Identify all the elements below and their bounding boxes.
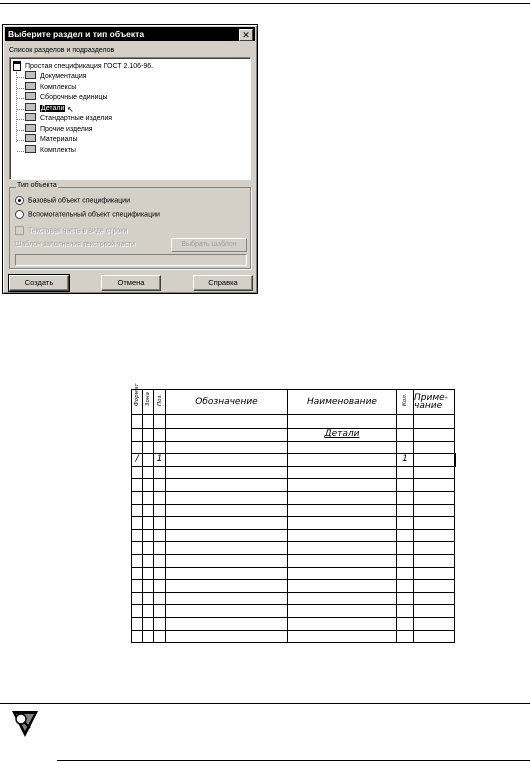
tree-root[interactable]	[13, 61, 153, 71]
tree-item-kits[interactable]: Комплекты	[17, 146, 112, 157]
folder-icon	[25, 71, 36, 79]
sections-tree[interactable]	[9, 57, 251, 180]
entry-zone[interactable]	[143, 454, 154, 467]
table-row	[132, 415, 455, 429]
header-zone: Зона	[143, 390, 154, 415]
specification-table	[131, 383, 455, 643]
table-row	[132, 592, 455, 605]
section-list-label: Список разделов и подразделов	[9, 47, 115, 54]
tree-root-label: Простая спецификация ГОСТ 2.106-96.	[25, 62, 154, 70]
tree-item-complexes[interactable]: Комплексы	[17, 83, 112, 94]
folder-icon	[25, 134, 36, 142]
text-line-checkbox[interactable]	[15, 226, 127, 235]
dialog-title-bar[interactable]	[5, 27, 255, 41]
table-row	[132, 567, 455, 580]
mouse-cursor-icon: ↖	[67, 104, 74, 114]
folder-icon	[25, 113, 36, 121]
entry-format[interactable]: /	[132, 454, 143, 467]
radio-aux-object[interactable]	[15, 210, 160, 219]
folder-open-icon	[25, 103, 36, 111]
header-designation: Обозначение	[166, 390, 288, 415]
table-row	[132, 479, 455, 492]
table-row	[132, 517, 455, 530]
table-row	[132, 580, 455, 593]
table-row-section	[132, 429, 455, 442]
object-type-title: Тип объекта	[17, 182, 57, 189]
table-row	[132, 605, 455, 618]
bottom-rule	[0, 703, 530, 704]
entry-pos[interactable]: 1	[154, 454, 166, 467]
radio-base-object[interactable]	[15, 196, 130, 205]
radio-button-checked[interactable]	[15, 196, 24, 205]
text-line-label: Текстовая часть в виде строки	[28, 227, 128, 235]
radio-base-label: Базовый объект спецификации	[28, 197, 130, 205]
table-row	[132, 554, 455, 567]
folder-icon	[25, 124, 36, 132]
folder-icon	[25, 82, 36, 90]
radio-aux-label: Вспомогательный объект спецификации	[28, 211, 160, 219]
table-row	[132, 491, 455, 504]
table-row	[132, 504, 455, 517]
entry-note[interactable]	[414, 454, 455, 467]
entry-name[interactable]	[288, 454, 397, 467]
table-row	[132, 529, 455, 542]
header-format: Формат	[132, 390, 143, 415]
header-pos: Поз.	[154, 390, 166, 415]
help-button[interactable]: Справка	[193, 275, 253, 291]
specification-sheet	[131, 383, 454, 650]
tree-item-other-products[interactable]: Прочие изделия	[17, 125, 112, 136]
template-label: Шаблон заполнения текстовой части	[15, 241, 136, 248]
tree-item-standard-products[interactable]: Стандартные изделия	[17, 114, 112, 125]
entry-qty[interactable]: 1	[397, 454, 414, 467]
table-header-row	[132, 390, 455, 415]
radio-button[interactable]	[15, 210, 24, 219]
template-field[interactable]	[15, 254, 247, 266]
tree-item-assembly-units[interactable]: Сборочные единицы	[17, 93, 112, 104]
checkbox[interactable]	[15, 226, 24, 235]
top-rule	[0, 3, 530, 4]
tree-items	[16, 72, 113, 154]
select-section-dialog	[2, 24, 258, 294]
dialog-title: Выберите раздел и тип объекта	[8, 29, 145, 39]
tree-item-details[interactable]: Детали ↖	[17, 104, 112, 115]
specification-doc-icon	[13, 61, 21, 71]
object-type-group	[9, 182, 251, 269]
folder-icon	[25, 92, 36, 100]
folder-icon	[25, 145, 36, 153]
table-row	[132, 466, 455, 479]
entry-designation[interactable]	[166, 454, 288, 467]
table-row	[132, 617, 455, 630]
table-row	[132, 441, 455, 454]
tip-icon	[10, 709, 40, 739]
section-title-details: Детали	[288, 429, 397, 442]
tree-item-materials[interactable]: Материалы	[17, 135, 112, 146]
create-button[interactable]: Создать	[9, 275, 69, 291]
cancel-button[interactable]: Отмена	[101, 275, 161, 291]
table-row	[132, 542, 455, 555]
table-row-entry	[132, 454, 455, 467]
close-button[interactable]: ✕	[239, 29, 253, 41]
header-qty: Кол.	[397, 390, 414, 415]
tree-item-documentation[interactable]: Документация	[17, 72, 112, 83]
choose-template-button[interactable]: Выбрать шаблон	[171, 238, 247, 252]
header-name: Наименование	[288, 390, 397, 415]
table-row	[132, 630, 455, 643]
header-note: Приме- чание	[414, 390, 455, 415]
